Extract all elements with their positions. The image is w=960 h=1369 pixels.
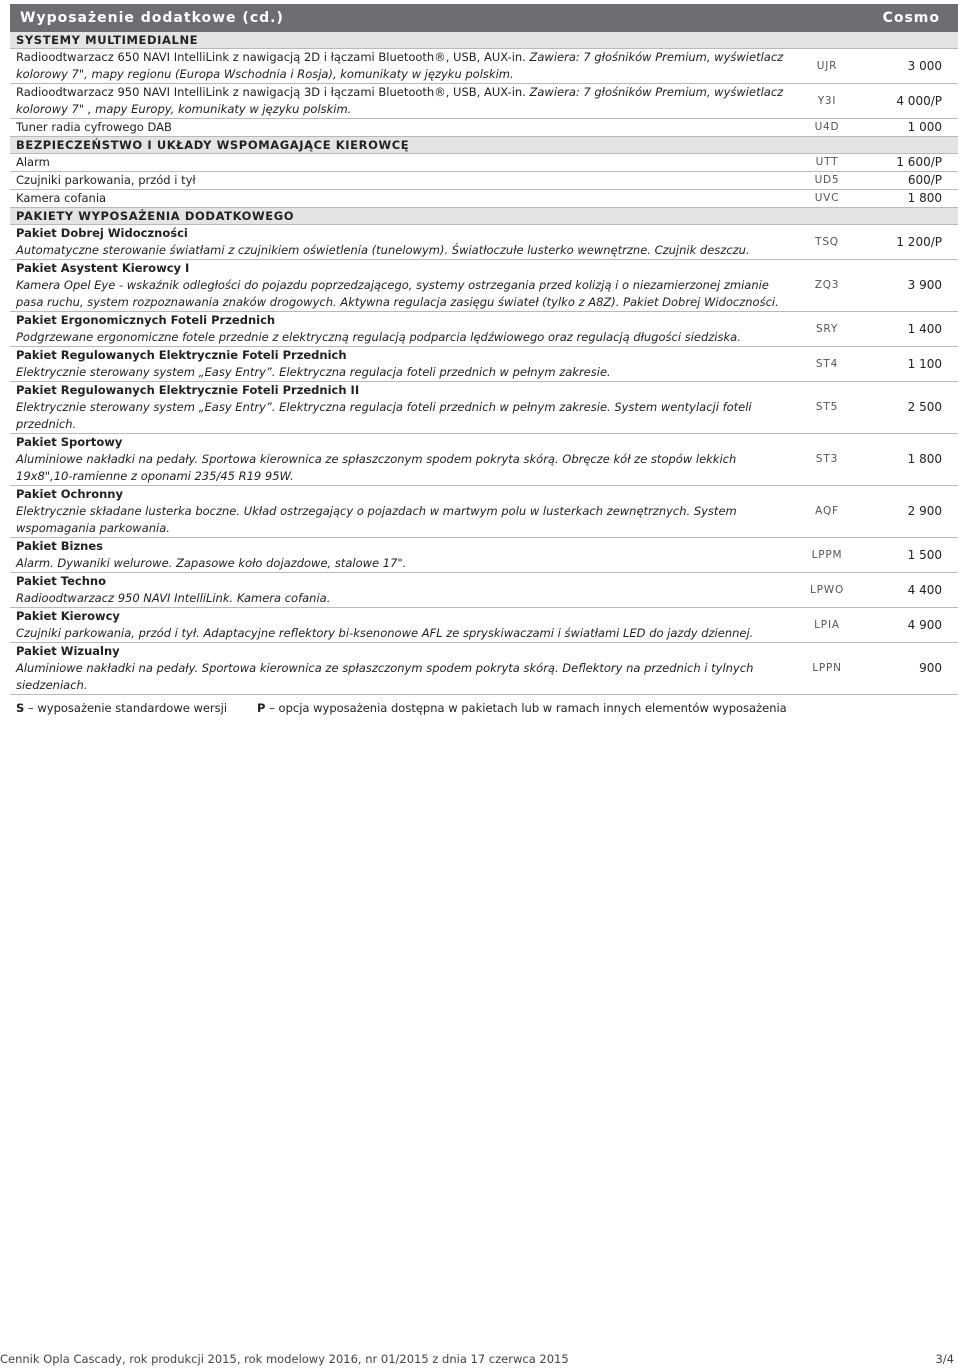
section-title: SYSTEMY MULTIMEDIALNE <box>10 32 958 49</box>
page-number: 3/4 <box>935 1352 954 1366</box>
option-code: ST5 <box>815 401 839 413</box>
package-name: Pakiet Techno <box>16 574 106 588</box>
option-code: TSQ <box>815 235 839 248</box>
table-row <box>10 49 958 84</box>
option-price: 900 <box>919 661 942 675</box>
package-description: Aluminiowe nakładki na pedały. Sportowa kierownica ze spłaszczonym spodem pokryta skórą. Deflektory na przednich i tylnych siedzeniach. <box>16 661 754 692</box>
package-row <box>10 608 958 643</box>
option-code: SRY <box>815 322 839 335</box>
option-code: LPPM <box>811 548 843 561</box>
legend <box>10 701 958 715</box>
package-name: Pakiet Wizualny <box>16 644 120 658</box>
package-description: Elektrycznie sterowany system „Easy Entry”. Elektryczna regulacja foteli przednich w pełnym zakresie. System wentylacji foteli przednich. <box>16 400 752 431</box>
package-description: Czujniki parkowania, przód i tył. Adaptacyjne reflektory bi-ksenonowe AFL ze spryskiwaczami i światłami LED do jazdy dziennej. <box>16 626 754 640</box>
table-row <box>10 172 958 190</box>
option-code: LPIA <box>814 618 840 631</box>
option-price: 2 900 <box>907 504 942 518</box>
option-price: 4 900 <box>907 617 942 632</box>
option-code: AQF <box>815 505 839 517</box>
legend-standard: S – wyposażenie standardowe wersji <box>16 701 228 715</box>
package-row <box>10 538 958 573</box>
package-row <box>10 434 958 486</box>
package-description: Alarm. Dywaniki welurowe. Zapasowe koło dojazdowe, stalowe 17". <box>16 556 407 570</box>
package-name: Pakiet Ochronny <box>16 487 123 501</box>
option-code: ZQ3 <box>814 279 840 291</box>
option-price: 600/P <box>907 173 942 187</box>
package-row <box>10 260 958 312</box>
section-title: PAKIETY WYPOSAŻENIA DODATKOWEGO <box>10 208 958 225</box>
option-code: ST4 <box>815 357 839 370</box>
legend-option: P – opcja wyposażenia dostępna w pakietach lub w ramach innych elementów wyposażenia <box>257 701 787 715</box>
option-price: 1 800 <box>907 191 942 205</box>
option-code: LPPN <box>812 662 842 674</box>
option-price: 1 000 <box>907 120 942 134</box>
option-code: LPWO <box>809 583 845 596</box>
table-header <box>10 4 958 32</box>
item-description: Zawiera: 7 głośników Premium, wyświetlacz kolorowy 7" , mapy Europy, komunikaty w języku polskim. <box>16 85 784 116</box>
version-column-header: Cosmo <box>882 10 940 26</box>
item-name: Alarm <box>16 155 50 169</box>
table-row <box>10 154 958 172</box>
package-description: Radioodtwarzacz 950 NAVI IntelliLink. Kamera cofania. <box>16 591 331 605</box>
option-price: 1 500 <box>907 547 942 562</box>
package-description: Elektrycznie składane lusterka boczne. Układ ostrzegający o pojazdach w martwym polu w lusterkach zewnętrznych. System wspomagania parkowania. <box>16 504 737 535</box>
package-row <box>10 573 958 608</box>
item-name: Radioodtwarzacz 650 NAVI IntelliLink z nawigacją 2D i łączami Bluetooth®, USB, AUX-in. <box>16 50 526 64</box>
package-name: Pakiet Asystent Kierowcy I <box>16 261 190 275</box>
option-code: Y3I <box>817 94 837 107</box>
package-row <box>10 382 958 434</box>
option-price: 1 100 <box>907 356 942 371</box>
package-name: Pakiet Ergonomicznych Foteli Przednich <box>16 313 276 327</box>
package-row <box>10 225 958 260</box>
table-row <box>10 190 958 208</box>
package-name: Pakiet Biznes <box>16 539 104 553</box>
option-code: ST3 <box>815 453 839 465</box>
package-name: Pakiet Regulowanych Elektrycznie Foteli Przednich <box>16 348 347 362</box>
option-price: 4 400 <box>907 582 942 597</box>
item-name: Tuner radia cyfrowego DAB <box>16 120 172 134</box>
package-row <box>10 486 958 538</box>
section-title: BEZPIECZEŃSTWO I UKŁADY WSPOMAGAJĄCE KIEROWCĘ <box>10 137 958 154</box>
package-description: Automatyczne sterowanie światłami z czujnikiem oświetlenia (tunelowym). Światłoczułe lusterko wewnętrzne. Czujnik deszczu. <box>16 243 750 257</box>
package-name: Pakiet Regulowanych Elektrycznie Foteli Przednich II <box>16 383 360 397</box>
package-description: Elektrycznie sterowany system „Easy Entry”. Elektryczna regulacja foteli przednich w pełnym zakresie. <box>16 365 611 379</box>
package-name: Pakiet Dobrej Widoczności <box>16 226 188 240</box>
package-row <box>10 347 958 382</box>
package-description: Podgrzewane ergonomiczne fotele przednie z elektryczną regulacją podparcia lędźwiowego oraz regulacją długości siedziska. <box>16 330 741 344</box>
option-price: 4 000/P <box>896 93 942 108</box>
page-title: Wyposażenie dodatkowe (cd.) <box>20 10 284 26</box>
page-footer <box>0 1352 960 1366</box>
item-description: Zawiera: 7 głośników Premium, wyświetlacz kolorowy 7", mapy regionu (Europa Wschodnia i Rosja), komunikaty w języku polskim. <box>16 50 784 81</box>
package-name: Pakiet Sportowy <box>16 435 123 449</box>
option-price: 1 800 <box>907 452 942 466</box>
option-code: UVC <box>814 192 840 204</box>
package-row <box>10 312 958 347</box>
item-name: Kamera cofania <box>16 191 107 205</box>
price-list-page <box>10 4 958 715</box>
option-price: 1 600/P <box>896 155 942 169</box>
option-price: 1 200/P <box>896 234 942 249</box>
footer-text: Cennik Opla Cascady, rok produkcji 2015, rok modelowy 2016, nr 01/2015 z dnia 17 czerwca 2015 <box>0 1352 569 1366</box>
option-code: UTT <box>815 156 839 168</box>
package-description: Aluminiowe nakładki na pedały. Sportowa kierownica ze spłaszczonym spodem pokryta skórą. Obręcze kół ze stopów lekkich 19x8",10-ramienne z oponami 235/45 R19 95W. <box>16 452 737 483</box>
package-description: Kamera Opel Eye - wskaźnik odległości do pojazdu poprzedzającego, systemy ostrzegania przed kolizją i o niezamierzonej zmianie pasa ruchu, system rozpoznawania znaków drogowych. Aktywna regulacja zasięgu świateł (tylko z A8Z). Pakiet Dobrej Widoczności. <box>16 278 779 309</box>
option-price: 3 000 <box>907 58 942 73</box>
option-code: UJR <box>816 59 838 72</box>
option-price: 2 500 <box>907 400 942 414</box>
table-row <box>10 84 958 119</box>
table-row <box>10 119 958 137</box>
package-row <box>10 643 958 695</box>
option-code: U4D <box>814 121 840 133</box>
package-name: Pakiet Kierowcy <box>16 609 120 623</box>
item-name: Radioodtwarzacz 950 NAVI IntelliLink z nawigacją 3D i łączami Bluetooth®, USB, AUX-in. <box>16 85 526 99</box>
item-name: Czujniki parkowania, przód i tył <box>16 173 196 187</box>
option-price: 1 400 <box>907 321 942 336</box>
option-price: 3 900 <box>907 278 942 292</box>
option-code: UD5 <box>814 174 840 186</box>
